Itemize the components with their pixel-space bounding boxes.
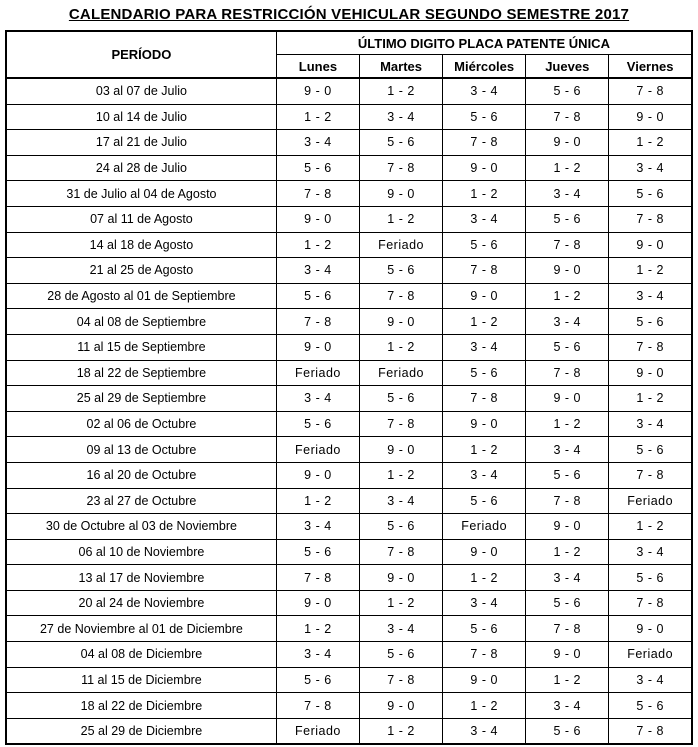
digit-cell: 5 - 6 <box>526 206 609 232</box>
table-row <box>6 667 692 693</box>
digit-cell: 3 - 4 <box>443 590 526 616</box>
digit-cell: 3 - 4 <box>359 488 442 514</box>
digit-cell: 9 - 0 <box>443 539 526 565</box>
digit-cell: 9 - 0 <box>359 693 442 719</box>
table-row <box>6 565 692 591</box>
table-row <box>6 155 692 181</box>
table-row <box>6 283 692 309</box>
digit-cell: 7 - 8 <box>276 693 359 719</box>
table-row <box>6 181 692 207</box>
table-row <box>6 411 692 437</box>
digit-cell: 9 - 0 <box>609 104 692 130</box>
digit-cell: 7 - 8 <box>609 462 692 488</box>
digit-cell: Feriado <box>443 514 526 540</box>
digit-cell: 7 - 8 <box>276 309 359 335</box>
digit-cell: 5 - 6 <box>443 104 526 130</box>
digit-cell: Feriado <box>359 360 442 386</box>
digit-cell: 7 - 8 <box>359 539 442 565</box>
period-cell: 06 al 10 de Noviembre <box>6 539 276 565</box>
digit-cell: 1 - 2 <box>359 718 442 744</box>
digit-cell: 5 - 6 <box>443 616 526 642</box>
digit-cell: Feriado <box>609 642 692 668</box>
table-row <box>6 462 692 488</box>
digit-cell: 7 - 8 <box>276 565 359 591</box>
digit-cell: 1 - 2 <box>609 514 692 540</box>
digit-cell: 7 - 8 <box>526 616 609 642</box>
period-cell: 07 al 11 de Agosto <box>6 206 276 232</box>
digit-cell: 1 - 2 <box>526 667 609 693</box>
digit-cell: 3 - 4 <box>443 206 526 232</box>
digit-cell: 7 - 8 <box>609 718 692 744</box>
digit-cell: 7 - 8 <box>609 206 692 232</box>
table-row <box>6 642 692 668</box>
digit-cell: 5 - 6 <box>359 130 442 156</box>
digit-cell: 3 - 4 <box>609 667 692 693</box>
digit-cell: 9 - 0 <box>276 590 359 616</box>
period-column-header: PERÍODO <box>6 31 276 78</box>
digit-cell: 9 - 0 <box>526 130 609 156</box>
digit-cell: 3 - 4 <box>443 78 526 104</box>
period-cell: 18 al 22 de Septiembre <box>6 360 276 386</box>
digit-cell: 3 - 4 <box>276 386 359 412</box>
page-title: CALENDARIO PARA RESTRICCIÓN VEHICULAR SEGUNDO SEMESTRE 2017 <box>68 6 630 23</box>
digit-cell: 3 - 4 <box>609 539 692 565</box>
table-body <box>6 78 692 744</box>
digit-cell: 3 - 4 <box>526 181 609 207</box>
digit-cell: 9 - 0 <box>276 462 359 488</box>
digit-cell: 3 - 4 <box>609 411 692 437</box>
period-cell: 24 al 28 de Julio <box>6 155 276 181</box>
period-cell: 25 al 29 de Septiembre <box>6 386 276 412</box>
digit-cell: 3 - 4 <box>443 462 526 488</box>
period-cell: 28 de Agosto al 01 de Septiembre <box>6 283 276 309</box>
digit-cell: 9 - 0 <box>359 437 442 463</box>
table-row <box>6 514 692 540</box>
digit-cell: 5 - 6 <box>526 334 609 360</box>
digit-cell: 9 - 0 <box>443 283 526 309</box>
day-header-0: Lunes <box>276 55 359 79</box>
period-cell: 27 de Noviembre al 01 de Diciembre <box>6 616 276 642</box>
digit-cell: Feriado <box>276 437 359 463</box>
table-row <box>6 334 692 360</box>
table-row <box>6 718 692 744</box>
digit-cell: 3 - 4 <box>359 616 442 642</box>
table-row <box>6 360 692 386</box>
digit-cell: 9 - 0 <box>609 360 692 386</box>
digit-cell: 1 - 2 <box>359 78 442 104</box>
digit-cell: 5 - 6 <box>443 488 526 514</box>
digit-cell: 1 - 2 <box>526 155 609 181</box>
digit-cell: 7 - 8 <box>276 181 359 207</box>
digit-cell: 5 - 6 <box>359 386 442 412</box>
digit-cell: 5 - 6 <box>276 667 359 693</box>
digits-group-header: ÚLTIMO DIGITO PLACA PATENTE ÚNICA <box>276 31 692 55</box>
digit-cell: 5 - 6 <box>359 514 442 540</box>
digit-cell: Feriado <box>609 488 692 514</box>
table-row <box>6 130 692 156</box>
digit-cell: 3 - 4 <box>526 693 609 719</box>
digit-cell: 9 - 0 <box>526 514 609 540</box>
digit-cell: 3 - 4 <box>526 565 609 591</box>
digit-cell: 7 - 8 <box>359 155 442 181</box>
digit-cell: 5 - 6 <box>526 590 609 616</box>
day-header-3: Jueves <box>526 55 609 79</box>
period-cell: 11 al 15 de Diciembre <box>6 667 276 693</box>
digit-cell: 1 - 2 <box>359 462 442 488</box>
digit-cell: 5 - 6 <box>276 411 359 437</box>
digit-cell: 3 - 4 <box>276 258 359 284</box>
digit-cell: 9 - 0 <box>276 78 359 104</box>
table-row <box>6 693 692 719</box>
period-cell: 14 al 18 de Agosto <box>6 232 276 258</box>
digit-cell: 3 - 4 <box>443 334 526 360</box>
period-cell: 16 al 20 de Octubre <box>6 462 276 488</box>
digit-cell: 1 - 2 <box>359 590 442 616</box>
digit-cell: 7 - 8 <box>609 334 692 360</box>
digit-cell: 9 - 0 <box>276 206 359 232</box>
period-cell: 04 al 08 de Septiembre <box>6 309 276 335</box>
digit-cell: 9 - 0 <box>443 155 526 181</box>
digit-cell: 5 - 6 <box>443 232 526 258</box>
digit-cell: 1 - 2 <box>443 565 526 591</box>
digit-cell: 7 - 8 <box>443 386 526 412</box>
digit-cell: 9 - 0 <box>526 258 609 284</box>
day-header-1: Martes <box>359 55 442 79</box>
period-cell: 10 al 14 de Julio <box>6 104 276 130</box>
digit-cell: 5 - 6 <box>526 462 609 488</box>
digit-cell: 1 - 2 <box>526 283 609 309</box>
table-header <box>6 31 692 78</box>
digit-cell: 1 - 2 <box>526 411 609 437</box>
digit-cell: 5 - 6 <box>609 309 692 335</box>
digit-cell: 9 - 0 <box>359 181 442 207</box>
digit-cell: 1 - 2 <box>443 437 526 463</box>
day-header-2: Miércoles <box>443 55 526 79</box>
digit-cell: 5 - 6 <box>443 360 526 386</box>
digit-cell: 7 - 8 <box>609 590 692 616</box>
period-cell: 04 al 08 de Diciembre <box>6 642 276 668</box>
period-cell: 02 al 06 de Octubre <box>6 411 276 437</box>
table-row <box>6 616 692 642</box>
digit-cell: 9 - 0 <box>609 616 692 642</box>
digit-cell: Feriado <box>359 232 442 258</box>
digit-cell: 7 - 8 <box>443 130 526 156</box>
digit-cell: 7 - 8 <box>443 642 526 668</box>
table-row <box>6 386 692 412</box>
digit-cell: 5 - 6 <box>276 283 359 309</box>
digit-cell: 9 - 0 <box>359 565 442 591</box>
table-row <box>6 309 692 335</box>
digit-cell: 3 - 4 <box>443 718 526 744</box>
digit-cell: 9 - 0 <box>526 386 609 412</box>
digit-cell: 9 - 0 <box>526 642 609 668</box>
table-row <box>6 206 692 232</box>
digit-cell: 5 - 6 <box>609 437 692 463</box>
digit-cell: 9 - 0 <box>609 232 692 258</box>
period-cell: 20 al 24 de Noviembre <box>6 590 276 616</box>
table-row <box>6 258 692 284</box>
digit-cell: 1 - 2 <box>609 386 692 412</box>
digit-cell: 9 - 0 <box>443 667 526 693</box>
digit-cell: 3 - 4 <box>276 130 359 156</box>
table-row <box>6 78 692 104</box>
digit-cell: 5 - 6 <box>609 181 692 207</box>
period-cell: 11 al 15 de Septiembre <box>6 334 276 360</box>
digit-cell: 3 - 4 <box>359 104 442 130</box>
table-row <box>6 590 692 616</box>
header-row-top <box>6 31 692 55</box>
digit-cell: 5 - 6 <box>359 258 442 284</box>
restriction-calendar-table <box>5 30 693 745</box>
digit-cell: 1 - 2 <box>359 206 442 232</box>
digit-cell: 7 - 8 <box>526 488 609 514</box>
table-row <box>6 539 692 565</box>
digit-cell: 9 - 0 <box>276 334 359 360</box>
table-row <box>6 104 692 130</box>
digit-cell: 5 - 6 <box>276 155 359 181</box>
digit-cell: 1 - 2 <box>276 616 359 642</box>
digit-cell: 1 - 2 <box>359 334 442 360</box>
digit-cell: 3 - 4 <box>609 155 692 181</box>
table-row <box>6 488 692 514</box>
digit-cell: 3 - 4 <box>609 283 692 309</box>
period-cell: 03 al 07 de Julio <box>6 78 276 104</box>
digit-cell: 7 - 8 <box>526 360 609 386</box>
digit-cell: 1 - 2 <box>276 488 359 514</box>
digit-cell: 3 - 4 <box>276 642 359 668</box>
digit-cell: 3 - 4 <box>526 309 609 335</box>
table-row <box>6 232 692 258</box>
digit-cell: 5 - 6 <box>609 693 692 719</box>
digit-cell: 7 - 8 <box>526 104 609 130</box>
digit-cell: 7 - 8 <box>359 283 442 309</box>
digit-cell: 7 - 8 <box>359 411 442 437</box>
period-cell: 23 al 27 de Octubre <box>6 488 276 514</box>
period-cell: 09 al 13 de Octubre <box>6 437 276 463</box>
digit-cell: 1 - 2 <box>443 181 526 207</box>
digit-cell: 1 - 2 <box>609 258 692 284</box>
digit-cell: 5 - 6 <box>526 718 609 744</box>
digit-cell: 3 - 4 <box>276 514 359 540</box>
table-row <box>6 437 692 463</box>
digit-cell: 7 - 8 <box>359 667 442 693</box>
period-cell: 21 al 25 de Agosto <box>6 258 276 284</box>
digit-cell: 7 - 8 <box>443 258 526 284</box>
digit-cell: 5 - 6 <box>276 539 359 565</box>
digit-cell: 1 - 2 <box>526 539 609 565</box>
period-cell: 17 al 21 de Julio <box>6 130 276 156</box>
period-cell: 18 al 22 de Diciembre <box>6 693 276 719</box>
period-cell: 30 de Octubre al 03 de Noviembre <box>6 514 276 540</box>
digit-cell: 1 - 2 <box>276 232 359 258</box>
digit-cell: 1 - 2 <box>443 693 526 719</box>
digit-cell: 1 - 2 <box>609 130 692 156</box>
digit-cell: Feriado <box>276 360 359 386</box>
digit-cell: 7 - 8 <box>609 78 692 104</box>
period-cell: 13 al 17 de Noviembre <box>6 565 276 591</box>
digit-cell: 1 - 2 <box>443 309 526 335</box>
digit-cell: 5 - 6 <box>359 642 442 668</box>
digit-cell: Feriado <box>276 718 359 744</box>
digit-cell: 5 - 6 <box>609 565 692 591</box>
period-cell: 25 al 29 de Diciembre <box>6 718 276 744</box>
digit-cell: 5 - 6 <box>526 78 609 104</box>
digit-cell: 9 - 0 <box>359 309 442 335</box>
digit-cell: 3 - 4 <box>526 437 609 463</box>
period-cell: 31 de Julio al 04 de Agosto <box>6 181 276 207</box>
digit-cell: 1 - 2 <box>276 104 359 130</box>
digit-cell: 9 - 0 <box>443 411 526 437</box>
day-header-4: Viernes <box>609 55 692 79</box>
digit-cell: 7 - 8 <box>526 232 609 258</box>
